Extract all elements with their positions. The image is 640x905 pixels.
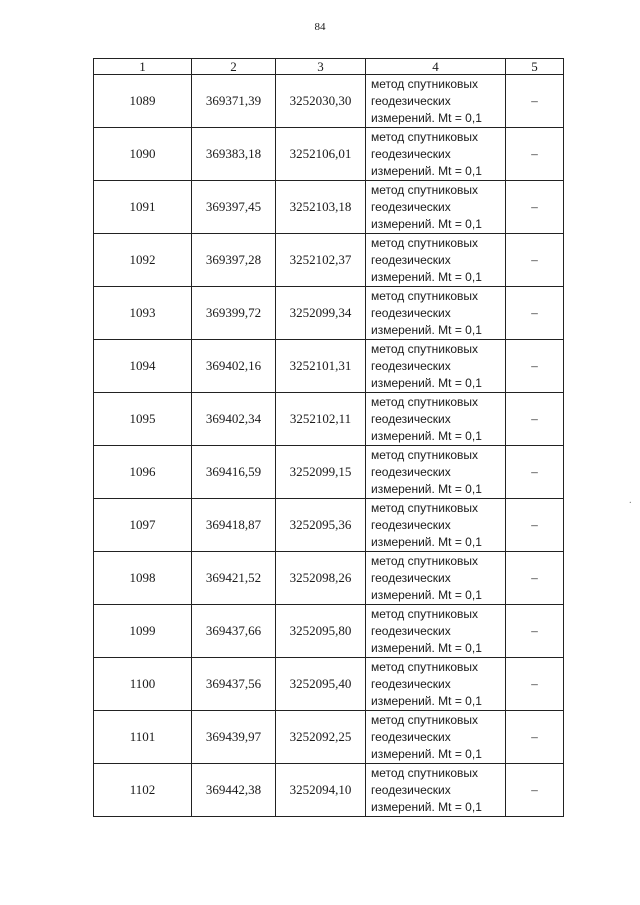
method-cell [366, 75, 506, 128]
method-cell [366, 658, 506, 711]
note-cell: – [506, 711, 564, 764]
x-coordinate-cell: 369397,45 [192, 181, 276, 234]
y-coordinate-cell: 3252102,11 [276, 393, 366, 446]
y-coordinate-cell: 3252095,36 [276, 499, 366, 552]
x-coordinate-cell: 369418,87 [192, 499, 276, 552]
table-row [94, 340, 564, 393]
table-row [94, 181, 564, 234]
method-line: геодезических [371, 93, 451, 108]
method-cell [366, 711, 506, 764]
method-cell [366, 287, 506, 340]
y-coordinate-cell: 3252102,37 [276, 234, 366, 287]
method-line: метод спутниковых [371, 129, 479, 144]
point-number-cell: 1093 [94, 287, 192, 340]
note-cell: – [506, 764, 564, 817]
method-line: метод спутниковых [371, 765, 479, 780]
method-line: геодезических [371, 782, 451, 797]
y-coordinate-cell: 3252099,34 [276, 287, 366, 340]
note-cell: – [506, 658, 564, 711]
point-number-cell: 1094 [94, 340, 192, 393]
method-line: геодезических [371, 517, 451, 532]
x-coordinate-cell: 369437,66 [192, 605, 276, 658]
method-line: измерений. Mt = 0,1 [371, 269, 482, 284]
page-number: 84 [314, 21, 326, 33]
y-coordinate-cell: 3252103,18 [276, 181, 366, 234]
method-line: геодезических [371, 676, 451, 691]
y-coordinate-cell: 3252098,26 [276, 552, 366, 605]
column-header-2: 2 [192, 59, 276, 75]
method-line: метод спутниковых [371, 76, 479, 91]
point-number-cell: 1101 [94, 711, 192, 764]
method-cell [366, 499, 506, 552]
note-cell: – [506, 393, 564, 446]
x-coordinate-cell: 369402,34 [192, 393, 276, 446]
note-cell: – [506, 552, 564, 605]
method-line: метод спутниковых [371, 235, 479, 250]
method-line: метод спутниковых [371, 553, 479, 568]
method-line: геодезических [371, 623, 451, 638]
method-cell [366, 446, 506, 499]
note-cell: – [506, 287, 564, 340]
method-cell [366, 181, 506, 234]
table-row [94, 658, 564, 711]
y-coordinate-cell: 3252030,30 [276, 75, 366, 128]
point-number-cell: 1097 [94, 499, 192, 552]
method-cell [366, 128, 506, 181]
scan-mark: · [628, 498, 632, 509]
note-cell: – [506, 234, 564, 287]
table-row [94, 711, 564, 764]
method-line: геодезических [371, 411, 451, 426]
method-line: метод спутниковых [371, 182, 479, 197]
x-coordinate-cell: 369442,38 [192, 764, 276, 817]
method-cell [366, 552, 506, 605]
method-line: метод спутниковых [371, 712, 479, 727]
table-row [94, 605, 564, 658]
table-row [94, 75, 564, 128]
x-coordinate-cell: 369421,52 [192, 552, 276, 605]
method-cell [366, 340, 506, 393]
point-number-cell: 1098 [94, 552, 192, 605]
column-header-4: 4 [366, 59, 506, 75]
x-coordinate-cell: 369371,39 [192, 75, 276, 128]
method-line: измерений. Mt = 0,1 [371, 428, 482, 443]
note-cell: – [506, 340, 564, 393]
x-coordinate-cell: 369399,72 [192, 287, 276, 340]
table-row [94, 552, 564, 605]
table-row [94, 234, 564, 287]
point-number-cell: 1100 [94, 658, 192, 711]
x-coordinate-cell: 369383,18 [192, 128, 276, 181]
method-line: измерений. Mt = 0,1 [371, 587, 482, 602]
column-header-5: 5 [506, 59, 564, 75]
table-row [94, 764, 564, 817]
table-body [94, 75, 564, 817]
method-line: измерений. Mt = 0,1 [371, 481, 482, 496]
x-coordinate-cell: 369437,56 [192, 658, 276, 711]
table-row [94, 393, 564, 446]
method-line: измерений. Mt = 0,1 [371, 693, 482, 708]
note-cell: – [506, 446, 564, 499]
method-cell [366, 764, 506, 817]
method-line: измерений. Mt = 0,1 [371, 799, 482, 814]
method-line: измерений. Mt = 0,1 [371, 640, 482, 655]
table-row [94, 287, 564, 340]
method-line: геодезических [371, 252, 451, 267]
method-line: геодезических [371, 729, 451, 744]
y-coordinate-cell: 3252106,01 [276, 128, 366, 181]
point-number-cell: 1091 [94, 181, 192, 234]
column-header-3: 3 [276, 59, 366, 75]
point-number-cell: 1089 [94, 75, 192, 128]
note-cell: – [506, 128, 564, 181]
note-cell: – [506, 605, 564, 658]
method-line: геодезических [371, 146, 451, 161]
method-cell [366, 393, 506, 446]
method-cell [366, 605, 506, 658]
method-line: геодезических [371, 464, 451, 479]
y-coordinate-cell: 3252095,80 [276, 605, 366, 658]
method-line: измерений. Mt = 0,1 [371, 110, 482, 125]
method-line: измерений. Mt = 0,1 [371, 216, 482, 231]
y-coordinate-cell: 3252101,31 [276, 340, 366, 393]
method-line: метод спутниковых [371, 447, 479, 462]
y-coordinate-cell: 3252094,10 [276, 764, 366, 817]
table-row [94, 499, 564, 552]
point-number-cell: 1099 [94, 605, 192, 658]
method-line: метод спутниковых [371, 500, 479, 515]
method-line: геодезических [371, 358, 451, 373]
header-row [94, 59, 564, 75]
table-row [94, 446, 564, 499]
table-row [94, 128, 564, 181]
method-line: метод спутниковых [371, 341, 479, 356]
x-coordinate-cell: 369439,97 [192, 711, 276, 764]
method-line: метод спутниковых [371, 288, 479, 303]
column-header-1: 1 [94, 59, 192, 75]
coordinates-table [93, 58, 564, 817]
note-cell: – [506, 75, 564, 128]
x-coordinate-cell: 369416,59 [192, 446, 276, 499]
point-number-cell: 1102 [94, 764, 192, 817]
y-coordinate-cell: 3252099,15 [276, 446, 366, 499]
method-line: метод спутниковых [371, 606, 479, 621]
point-number-cell: 1090 [94, 128, 192, 181]
method-line: геодезических [371, 570, 451, 585]
point-number-cell: 1095 [94, 393, 192, 446]
method-line: измерений. Mt = 0,1 [371, 322, 482, 337]
method-line: измерений. Mt = 0,1 [371, 534, 482, 549]
note-cell: – [506, 499, 564, 552]
method-line: измерений. Mt = 0,1 [371, 746, 482, 761]
x-coordinate-cell: 369397,28 [192, 234, 276, 287]
y-coordinate-cell: 3252095,40 [276, 658, 366, 711]
method-cell [366, 234, 506, 287]
note-cell: – [506, 181, 564, 234]
x-coordinate-cell: 369402,16 [192, 340, 276, 393]
method-line: измерений. Mt = 0,1 [371, 375, 482, 390]
method-line: метод спутниковых [371, 394, 479, 409]
method-line: геодезических [371, 199, 451, 214]
method-line: метод спутниковых [371, 659, 479, 674]
point-number-cell: 1096 [94, 446, 192, 499]
method-line: геодезических [371, 305, 451, 320]
point-number-cell: 1092 [94, 234, 192, 287]
method-line: измерений. Mt = 0,1 [371, 163, 482, 178]
y-coordinate-cell: 3252092,25 [276, 711, 366, 764]
